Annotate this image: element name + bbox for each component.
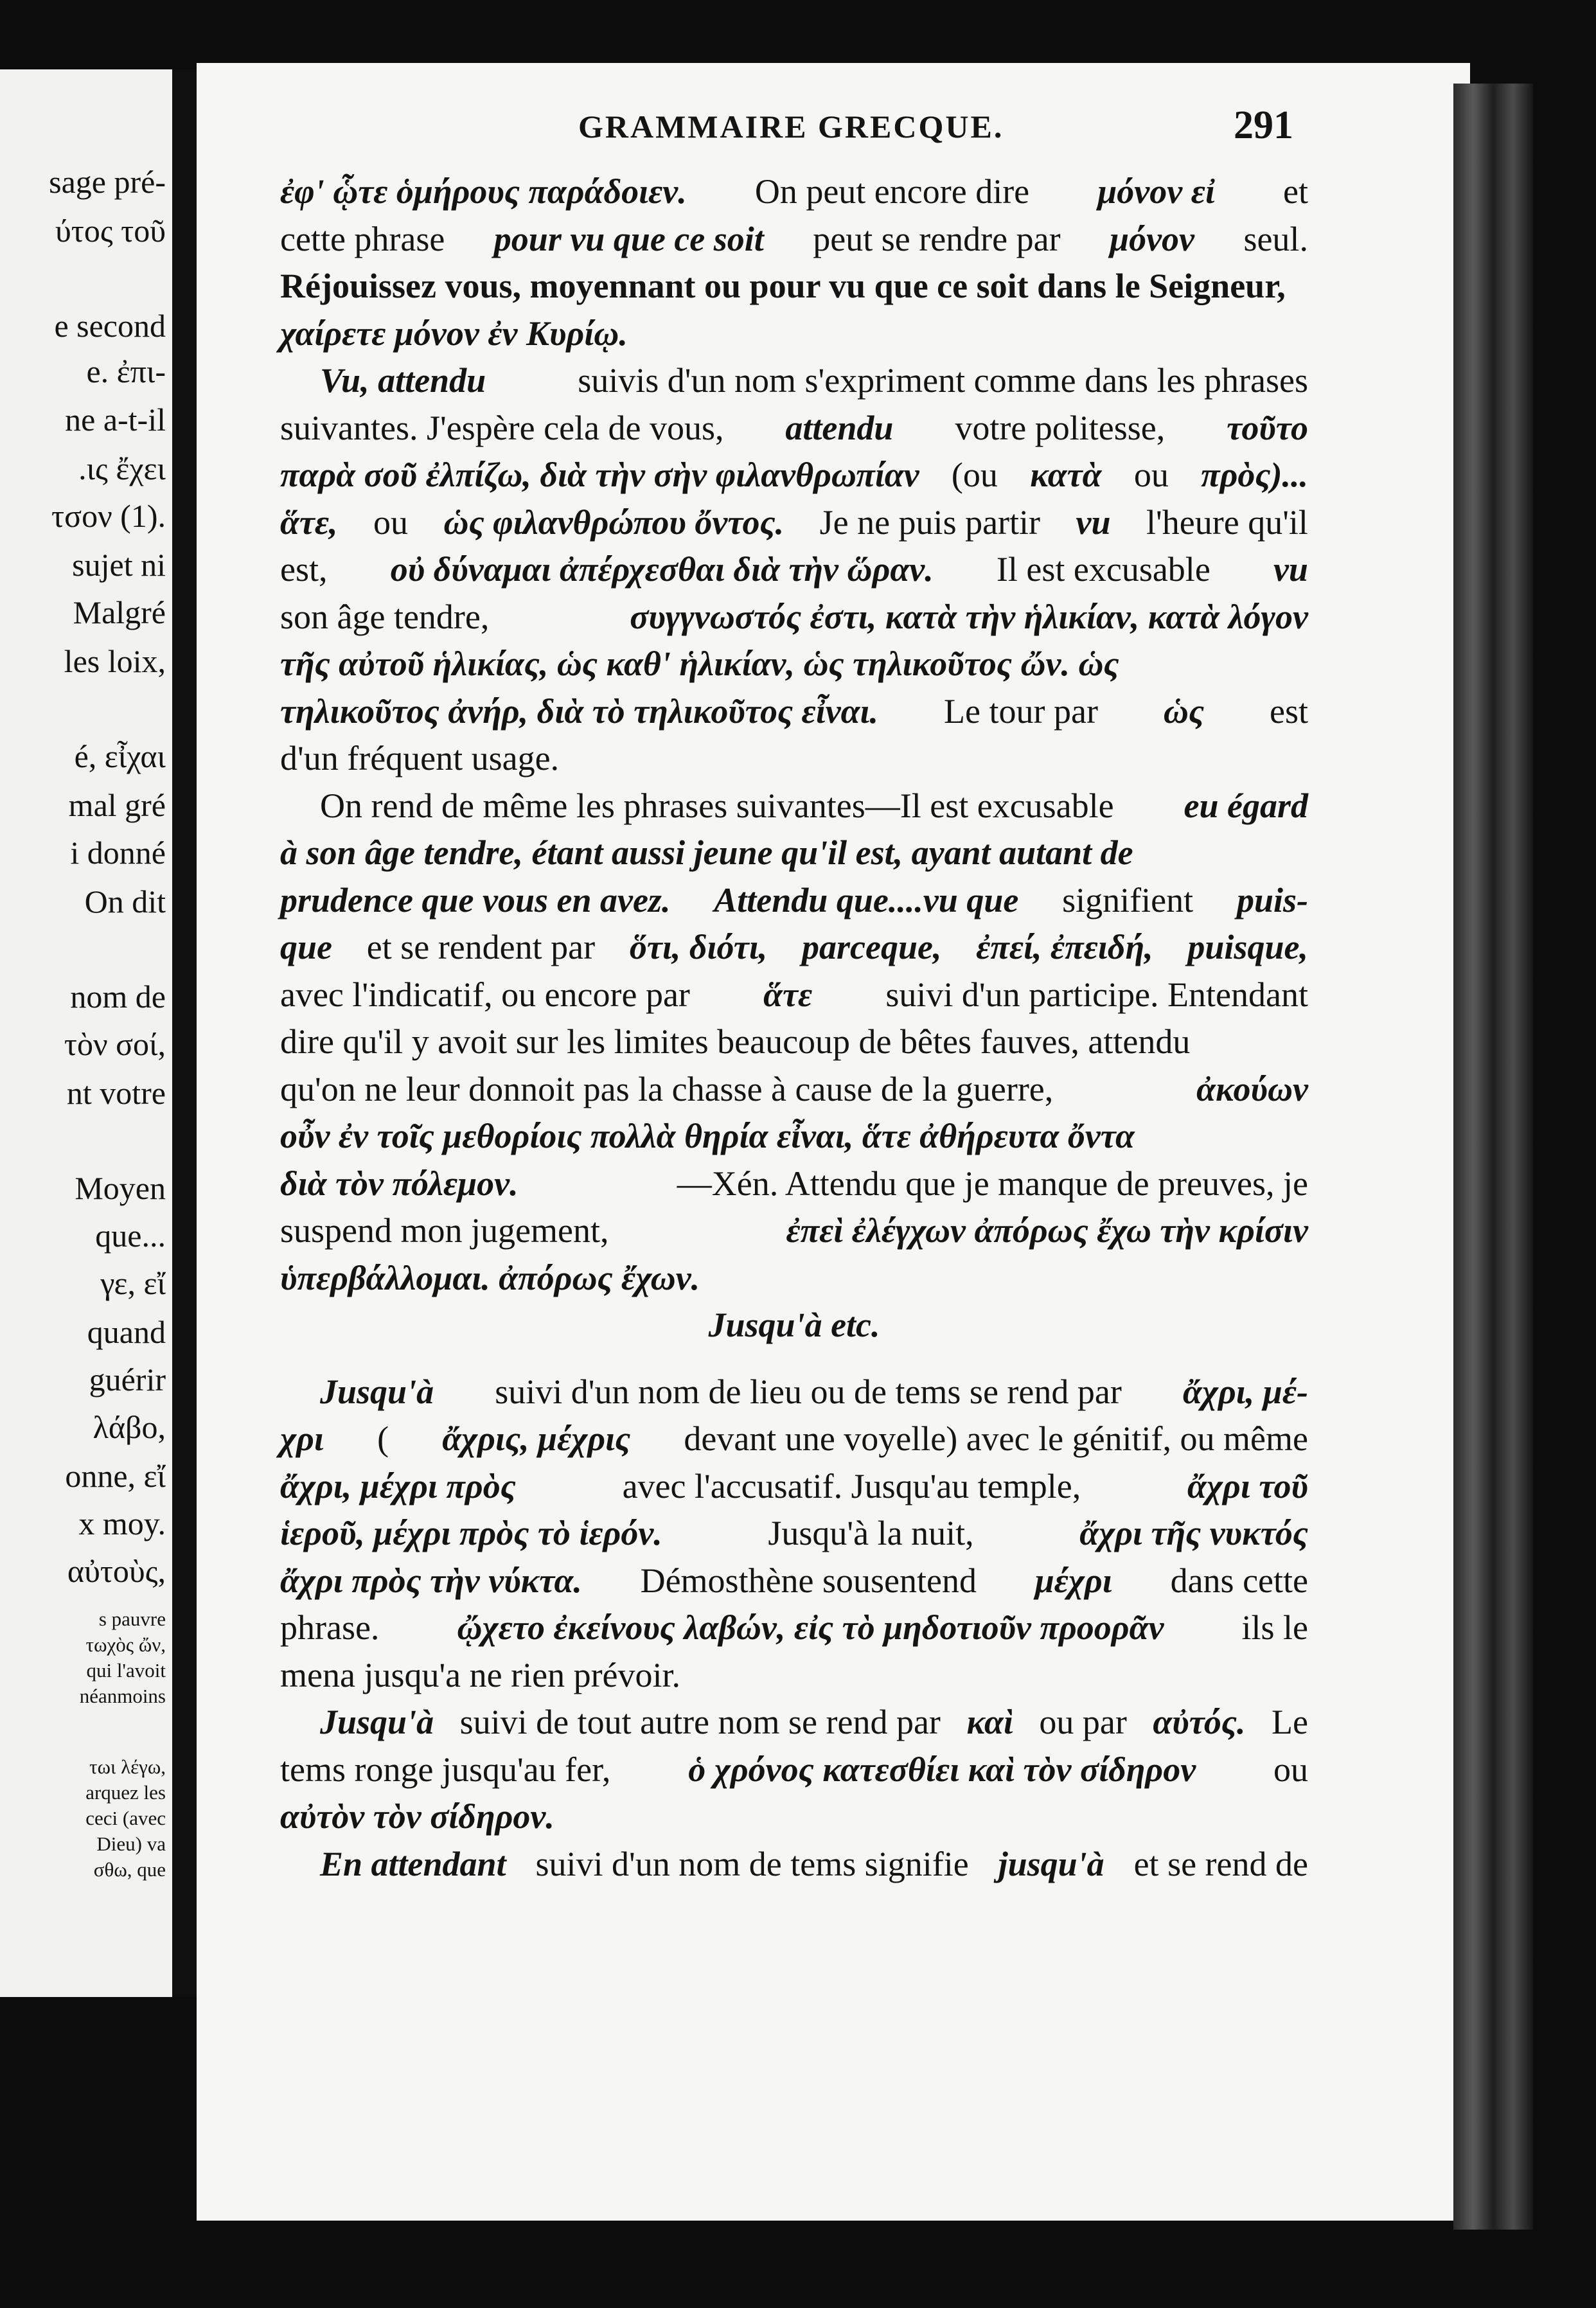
left-page-fragment: ύτος τοῦ: [55, 213, 166, 249]
text-segment: avec l'indicatif, ou encore par: [280, 975, 690, 1014]
text-segment: avec l'accusatif. Jusqu'au temple,: [622, 1466, 1081, 1505]
text-segment: signifient: [1062, 880, 1194, 919]
text-line: [280, 1302, 1308, 1349]
text-segment: l'heure qu'il: [1146, 502, 1308, 542]
text-segment: Jusqu'à la nuit,: [768, 1514, 974, 1552]
text-segment: suivi d'un nom de tems signifie: [535, 1844, 969, 1883]
italic-text: Jusqu'à: [320, 1703, 434, 1741]
text-line: [280, 1746, 1308, 1794]
left-page-fragment: i donné: [70, 835, 166, 871]
italic-text: puisque,: [1187, 928, 1308, 966]
text-line: [280, 1416, 1308, 1463]
italic-text: que: [280, 928, 332, 966]
text-line: [280, 735, 1308, 783]
left-page-fragment: τσον (1).: [51, 498, 166, 534]
text-segment: ou par: [1039, 1703, 1127, 1741]
greek-text: ἐπεὶ ἐλέγχων ἀπόρως ἔχω τὴν κρίσιν: [786, 1211, 1308, 1250]
text-line: [280, 594, 1308, 641]
italic-text: attendu: [785, 408, 894, 447]
greek-text: ἐφ' ᾧτε ὁμήρους παράδοιεν.: [280, 172, 687, 211]
text-line: [280, 1113, 1308, 1160]
text-segment: tems ronge jusqu'au fer,: [280, 1750, 611, 1789]
italic-text: Attendu que....vu que: [714, 880, 1019, 919]
italic-text: Jusqu'à: [320, 1372, 434, 1411]
left-page-fragment: τωχὸς ὤν,: [85, 1633, 166, 1656]
greek-text: ὡς φιλανθρώπου ὄντος.: [443, 502, 785, 542]
greek-text: μόνον: [1110, 219, 1194, 258]
text-line: [280, 1369, 1308, 1416]
left-page-fragment: nt votre: [66, 1075, 166, 1111]
text-line: [280, 830, 1308, 877]
greek-text: οὖν ἐν τοῖς μεθορίοις πολλὰ θηρία εἶναι, ἅτε ἀθήρευτα ὄντα: [280, 1117, 1135, 1155]
italic-text: jusqu'à: [998, 1844, 1104, 1883]
greek-text: ἄχρις, μέχρις: [442, 1419, 631, 1458]
text-segment: votre politesse,: [955, 408, 1166, 447]
text-segment: est: [1269, 691, 1308, 731]
left-page-fragment: nom de: [70, 979, 166, 1015]
text-line: [280, 357, 1308, 405]
greek-text: χαίρετε μόνον ἐν Κυρίῳ.: [280, 314, 628, 353]
left-page-fragment: s pauvre: [98, 1608, 166, 1630]
text-segment: dans cette: [1170, 1561, 1308, 1600]
italic-text: En attendant: [320, 1844, 506, 1883]
left-page-fragment: αὐτοὺς,: [67, 1553, 166, 1589]
text-segment: ou: [1133, 456, 1169, 494]
text-segment: phrase.: [280, 1608, 380, 1647]
text-segment: est,: [280, 550, 328, 589]
text-segment: son âge tendre,: [280, 597, 490, 636]
left-page-fragment: qui l'avoit: [86, 1659, 166, 1682]
left-page-fragment: x moy.: [78, 1505, 166, 1541]
italic-text: pour vu que ce soit: [493, 219, 764, 258]
greek-text: κατὰ: [1030, 456, 1102, 494]
text-line: [280, 1510, 1308, 1558]
left-page-fragment: guérir: [89, 1362, 166, 1398]
text-segment: devant une voyelle) avec le génitif, ou même: [684, 1419, 1308, 1458]
text-segment: Réjouissez vous, moyennant ou pour vu que ce soit dans le Seigneur,: [280, 267, 1286, 305]
italic-text: eu égard: [1184, 786, 1308, 825]
greek-text: μόνον εἰ: [1097, 172, 1215, 211]
greek-text: ἄχρι, μέχρι πρὸς: [280, 1466, 516, 1505]
left-page-fragment: ne a-t-il: [65, 402, 166, 438]
text-line: [280, 216, 1308, 263]
page-edge-stack: [1453, 84, 1533, 2230]
italic-text: vu: [1076, 502, 1111, 542]
text-segment: mena jusqu'a ne rien prévoir.: [280, 1655, 681, 1694]
text-line: [280, 263, 1308, 310]
text-segment: qu'on ne leur donnoit pas la chasse à cause de la guerre,: [280, 1069, 1054, 1108]
text-line: [280, 641, 1308, 688]
paragraph-gap: [280, 1349, 1308, 1369]
text-segment: (ou: [951, 456, 998, 494]
text-line: [280, 877, 1308, 925]
greek-text: παρὰ σοῦ ἐλπίζω, διὰ τὴν σὴν φιλανθρωπίαν: [280, 456, 919, 494]
text-segment: —Xén. Attendu que je manque de preuves, je: [677, 1164, 1308, 1203]
left-page-fragment: e second: [54, 308, 166, 344]
text-line: [280, 168, 1308, 216]
text-segment: cette phrase: [280, 219, 445, 258]
greek-text: ὡς: [1163, 691, 1205, 731]
text-segment: d'un fréquent usage.: [280, 739, 560, 777]
greek-text: καὶ: [966, 1703, 1013, 1741]
greek-text: ᾤχετο ἐκείνους λαβών, εἰς τὸ μηδοτιοῦν προορᾶν: [457, 1608, 1164, 1647]
greek-text: τῆς αὐτοῦ ἡλικίας, ὡς καθ' ἡλικίαν, ὡς τηλικοῦτος ὤν. ὡς: [280, 644, 1119, 683]
text-segment: et se rend de: [1133, 1844, 1308, 1883]
left-page-fragment: On dit: [84, 883, 166, 919]
left-page-fragment: σθω, que: [93, 1858, 166, 1881]
text-segment: peut se rendre par: [813, 219, 1061, 258]
text-line: [280, 924, 1308, 972]
greek-text: μέχρι: [1034, 1561, 1112, 1600]
italic-text: prudence que vous en avez.: [280, 880, 671, 919]
left-page-fragment: mal gré: [68, 787, 166, 823]
greek-text: ὁ χρόνος κατεσθίει καὶ τὸν σίδηρον: [688, 1750, 1196, 1789]
greek-text: ἅτε,: [280, 502, 338, 542]
text-segment: On peut encore dire: [754, 172, 1030, 211]
text-segment: Il est excusable: [996, 550, 1210, 589]
text-segment: suivis d'un nom s'expriment comme dans les phrases: [578, 361, 1308, 400]
text-line: [280, 1604, 1308, 1652]
text-line: [280, 546, 1308, 594]
greek-text: τοῦτο: [1227, 408, 1308, 447]
text-line: [280, 972, 1308, 1019]
left-page-fragment: τωι λέγω,: [89, 1755, 166, 1778]
left-page-fragment: λάβο,: [93, 1409, 166, 1445]
greek-text: χρι: [280, 1419, 324, 1458]
greek-text: συγγνωστός ἐστι, κατὰ τὴν ἡλικίαν, κατὰ λόγον: [630, 597, 1308, 636]
text-segment: suivantes. J'espère cela de vous,: [280, 408, 724, 447]
italic-text: Vu, attendu: [320, 361, 486, 400]
italic-text: Jusqu'à etc.: [708, 1306, 880, 1344]
left-page-fragment: Dieu) va: [96, 1833, 166, 1855]
left-page-fragment: γε, εἴ: [100, 1265, 166, 1301]
text-segment: Le: [1272, 1703, 1308, 1741]
greek-text: ἐπεί, ἐπειδή,: [976, 928, 1153, 966]
left-page-fragment: τὸν σοί,: [64, 1026, 166, 1062]
greek-text: ὑπερβάλλομαι. ἀπόρως ἔχων.: [280, 1258, 700, 1297]
text-segment: Je ne puis partir: [819, 502, 1041, 542]
greek-text: τηλικοῦτος ἀνήρ, διὰ τὸ τηλικοῦτος εἶναι.: [280, 691, 879, 731]
text-segment: Le tour par: [944, 691, 1098, 731]
greek-text: ἀκούων: [1196, 1069, 1308, 1108]
text-segment: On rend de même les phrases suivantes—Il est excusable: [320, 786, 1114, 825]
text-line: [280, 1018, 1308, 1066]
greek-text: ἅτε: [763, 975, 813, 1014]
page-number: 291: [1234, 103, 1293, 147]
text-line: [280, 783, 1308, 830]
text-segment: et: [1283, 172, 1308, 211]
text-segment: (: [377, 1419, 389, 1458]
left-page-fragment: é, εἶχαι: [74, 738, 166, 774]
text-segment: suspend mon jugement,: [280, 1211, 609, 1250]
text-segment: suivi d'un participe. Entendant: [885, 975, 1308, 1014]
text-line: [280, 1463, 1308, 1511]
left-page-fragment: onne, εἴ: [65, 1458, 166, 1494]
text-segment: et se rendent par: [366, 928, 596, 966]
left-page-fragment: Malgré: [73, 594, 166, 630]
left-page-fragment: Moyen: [75, 1170, 166, 1206]
italic-text: puis-: [1236, 880, 1308, 919]
text-segment: seul.: [1243, 219, 1308, 258]
greek-text: αὐτός.: [1153, 1703, 1246, 1741]
greek-text: ἄχρι τῆς νυκτός: [1079, 1514, 1308, 1552]
body-text: [280, 168, 1308, 1888]
text-line: [280, 1652, 1308, 1700]
greek-text: ἄχρι, μέ-: [1183, 1372, 1308, 1411]
italic-text: à son âge tendre, étant aussi jeune qu'il est, ayant autant de: [280, 833, 1133, 872]
previous-page-fragment: [0, 69, 172, 1997]
text-line: [280, 1699, 1308, 1746]
text-line: [280, 452, 1308, 499]
text-line: [280, 499, 1308, 547]
left-page-fragment: e. ἐπι-: [86, 353, 166, 389]
italic-text: vu: [1273, 550, 1308, 589]
greek-text: οὐ δύναμαι ἀπέρχεσθαι διὰ τὴν ὥραν.: [390, 550, 934, 589]
text-segment: suivi de tout autre nom se rend par: [459, 1703, 941, 1741]
greek-text: ἄχρι πρὸς τὴν νύκτα.: [280, 1561, 582, 1600]
text-line: [280, 1558, 1308, 1605]
left-page-fragment: ceci (avec: [85, 1807, 166, 1829]
left-page-fragment: néanmoins: [79, 1685, 166, 1707]
left-page-fragment: que...: [95, 1218, 166, 1254]
greek-text: ὅτι, διότι,: [629, 928, 768, 966]
greek-text: πρὸς)...: [1201, 456, 1308, 494]
left-page-fragment: sujet ni: [72, 547, 166, 583]
text-segment: dire qu'il y avoit sur les limites beaucoup de bêtes fauves, attendu: [280, 1022, 1191, 1061]
text-line: [280, 405, 1308, 452]
text-segment: ils le: [1241, 1608, 1308, 1647]
left-page-fragment: .ις ἔχει: [78, 450, 166, 486]
running-header: GRAMMAIRE GRECQUE.: [578, 109, 1004, 145]
text-line: [280, 1207, 1308, 1255]
text-segment: suivi d'un nom de lieu ou de tems se rend par: [495, 1372, 1122, 1411]
left-page-fragment: les loix,: [64, 643, 166, 679]
text-line: [280, 310, 1308, 358]
text-line: [280, 1160, 1308, 1208]
greek-text: ἱεροῦ, μέχρι πρὸς τὸ ἱερόν.: [280, 1514, 662, 1552]
left-page-fragment: quand: [87, 1314, 166, 1350]
text-line: [280, 1066, 1308, 1114]
text-segment: ou: [1273, 1750, 1308, 1789]
text-line: [280, 1255, 1308, 1302]
text-line: [280, 1841, 1308, 1888]
text-line: [280, 1793, 1308, 1841]
text-segment: Démosthène sousentend: [640, 1561, 977, 1600]
greek-text: διὰ τὸν πόλεμον.: [280, 1164, 519, 1203]
text-line: [280, 688, 1308, 736]
text-segment: ou: [373, 502, 409, 542]
greek-text: ἄχρι τοῦ: [1187, 1466, 1308, 1505]
italic-text: parceque,: [802, 928, 942, 966]
greek-text: αὐτὸν τὸν σίδηρον.: [280, 1797, 554, 1836]
left-page-fragment: arquez les: [85, 1781, 166, 1804]
left-page-fragment: sage pré-: [49, 164, 166, 200]
